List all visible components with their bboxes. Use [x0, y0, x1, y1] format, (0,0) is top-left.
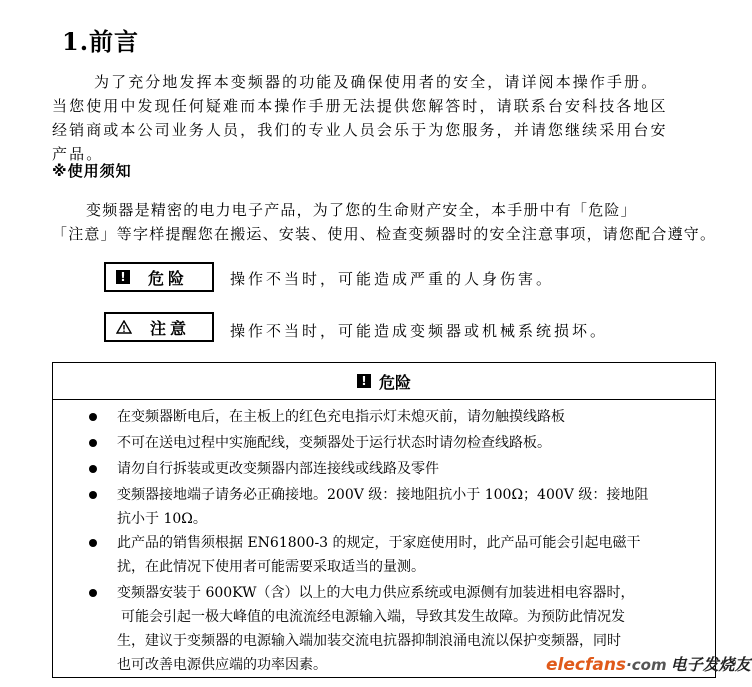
notice-line: 「注意」等字样提醒您在搬运、安装、使用、检查变频器时的安全注意事项，请您配合遵守。	[52, 225, 717, 243]
legend-caution-text: 操作不当时，可能造成变频器或机械系统损坏。	[230, 322, 609, 340]
bullet-icon	[89, 439, 97, 447]
watermark-cn: 电子发烧友	[670, 655, 751, 674]
danger-table-header	[53, 363, 715, 400]
list-item-text: 也可改善电源供应端的功率因素。	[117, 657, 327, 673]
intro-line: 为了充分地发挥本变频器的功能及确保使用者的安全，请详阅本操作手册。	[94, 73, 659, 91]
site-watermark	[546, 652, 751, 675]
list-item-text: 变频器安装于 600KW（含）以上的大电力供应系统或电源侧有加装进相电容器时，	[117, 585, 635, 601]
notice-line: 变频器是精密的电力电子产品，为了您的生命财产安全，本手册中有「危险」	[86, 201, 637, 219]
section-heading: 1.前言	[62, 27, 140, 56]
intro-line: 当您使用中发现任何疑难而本操作手册无法提供您解答时，请联系台安科技各地区	[52, 97, 668, 115]
usage-notice-body	[52, 198, 728, 246]
list-item-text: 变频器接地端子请务必正确接地。200V 级：接地阻抗小于 100Ω；400V 级：接地阻	[117, 487, 649, 503]
list-item-text: 不可在送电过程中实施配线，变频器处于运行状态时请勿检查线路板。	[117, 435, 551, 451]
danger-square-icon: !	[116, 270, 130, 284]
legend-caution-box	[104, 312, 214, 342]
danger-table-title: 危险	[378, 372, 411, 392]
list-item-text: 生，建议于变频器的电源输入端加装交流电抗器抑制浪涌电流以保护变频器，同时	[117, 633, 621, 649]
warning-triangle-icon	[116, 320, 132, 334]
usage-notice-title: ※使用须知	[52, 162, 132, 180]
bullet-icon	[89, 491, 97, 499]
watermark-tld: ·com	[626, 656, 667, 674]
legend-danger-text: 操作不当时，可能造成严重的人身伤害。	[230, 270, 555, 288]
intro-line: 产品。	[52, 145, 104, 163]
legend-danger-label: 危险	[148, 268, 189, 288]
list-item-text: 请勿自行拆装或更改变频器内部连接线或线路及零件	[117, 461, 439, 477]
bullet-icon	[89, 413, 97, 421]
danger-table	[52, 362, 716, 678]
bullet-icon	[89, 589, 97, 597]
watermark-brand: elecfans	[546, 655, 627, 675]
intro-line: 经销商或本公司业务人员，我们的专业人员会乐于为您服务，并请您继续采用台安	[52, 121, 668, 139]
danger-square-icon: !	[357, 374, 371, 388]
list-item-text: 可能会引起一极大峰值的电流流经电源输入端，导致其发生故障。为预防此情况发	[121, 609, 625, 625]
list-item-text: 在变频器断电后，在主板上的红色充电指示灯未熄灭前，请勿触摸线路板	[117, 409, 565, 425]
legend-danger-box	[104, 262, 214, 292]
list-item-text: 此产品的销售须根据 EN61800-3 的规定，于家庭使用时，此产品可能会引起电磁干	[117, 535, 641, 551]
bullet-icon	[89, 465, 97, 473]
list-item-text: 扰，在此情况下使用者可能需要采取适当的量测。	[117, 559, 425, 575]
legend-caution-label: 注意	[150, 318, 191, 338]
list-item-text: 抗小于 10Ω。	[117, 511, 207, 527]
intro-paragraph	[52, 70, 728, 166]
bullet-icon	[89, 539, 97, 547]
